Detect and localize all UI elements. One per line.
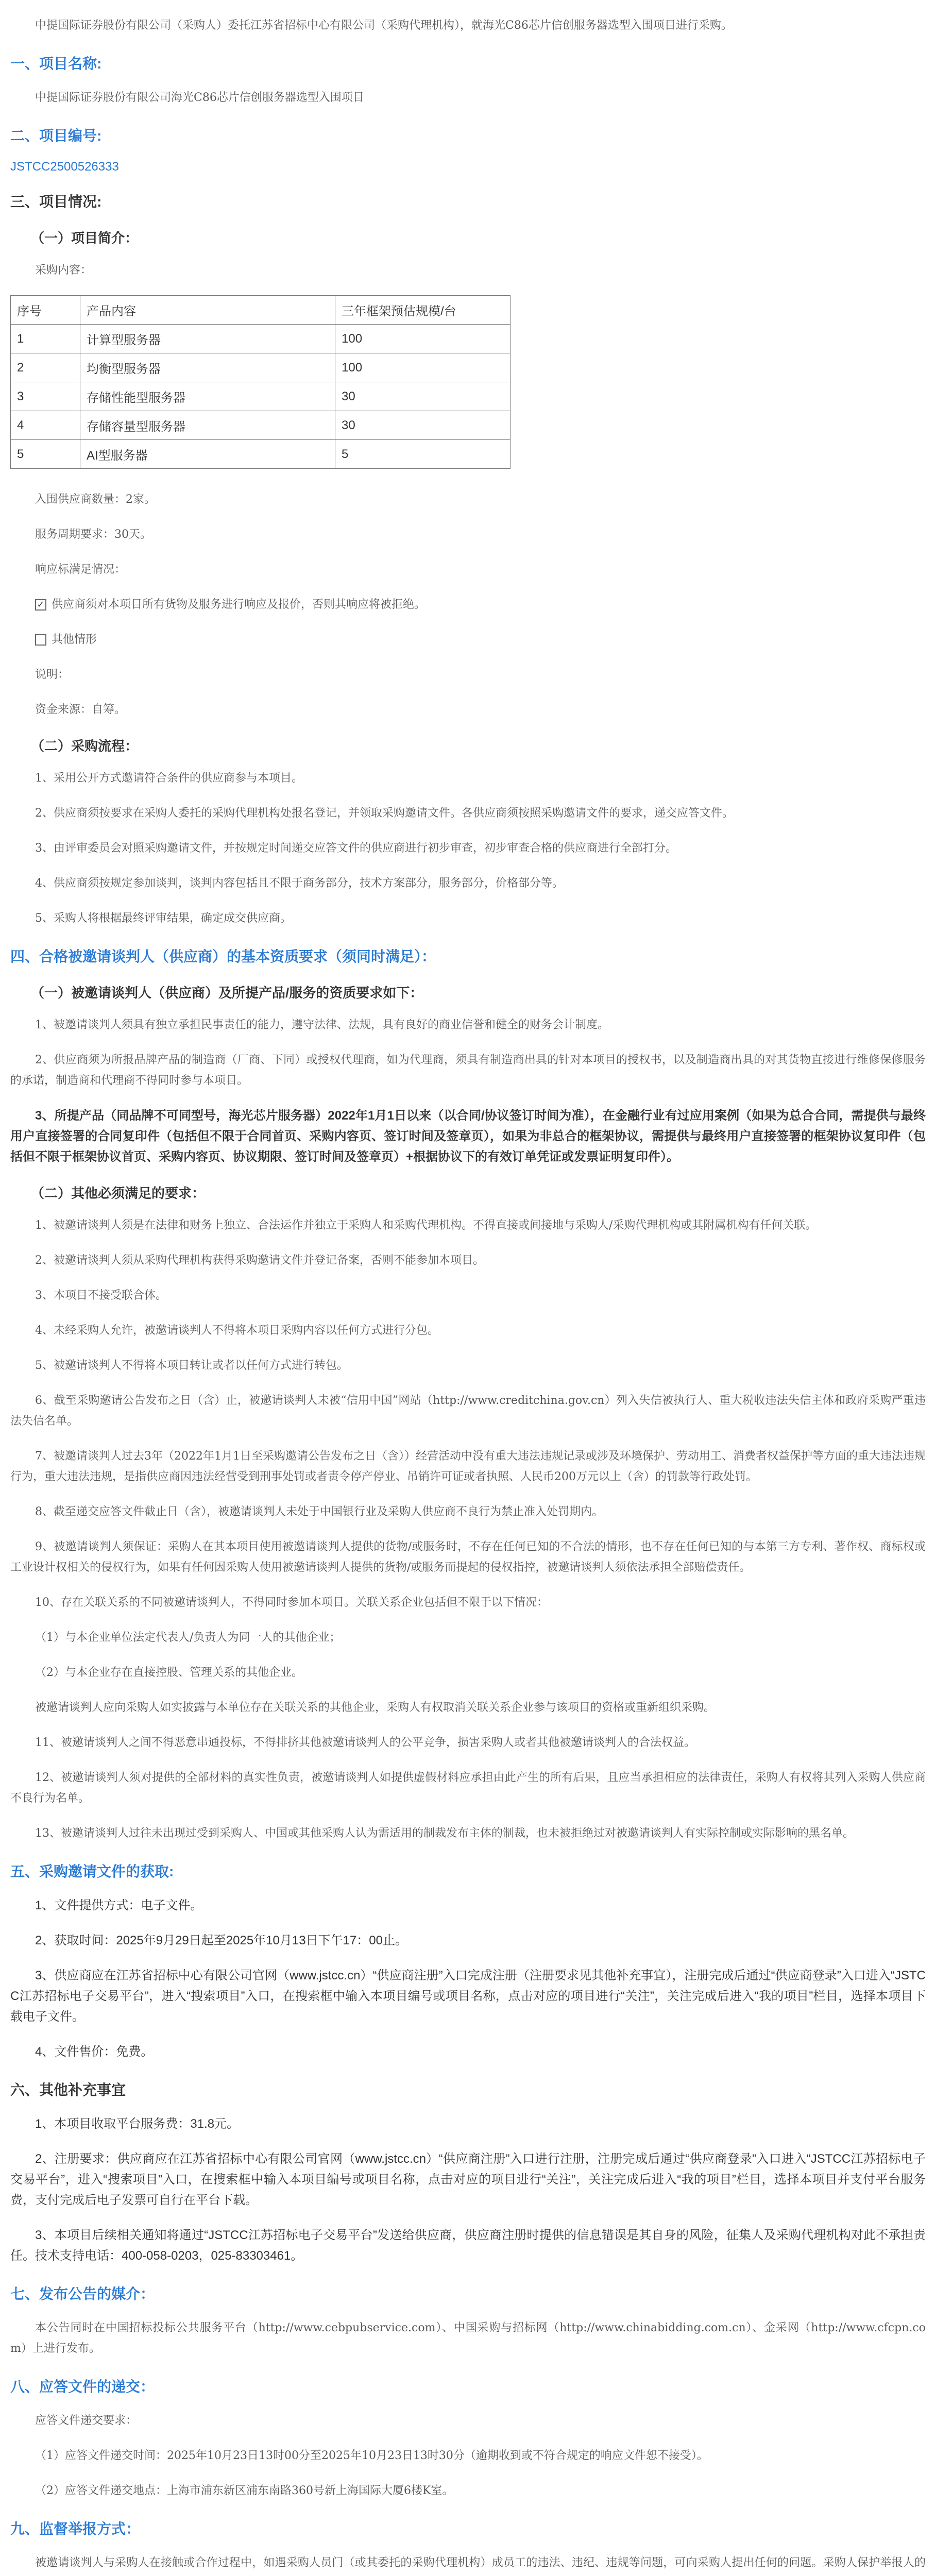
table-row [11,440,510,469]
registration-requirements: 2、注册要求：供应商应在江苏省招标中心有限公司官网（www.jstcc.cn）“供应商注册”入口进行注册，注册完成后通过“供应商登录”入口进入“JSTCC江苏招标电子交易平台”，进入“搜索项目”入口，在搜索框中输入本项目编号或项目名称，点击对应的项目进行“关注”，关注完成后进入“我的项目”栏目，选择本项目并支付平台服务费，支付完成后电子发票可自行在平台下载。 [10,2152,926,2207]
requirement-item: 11、被邀请谈判人之间不得恶意串通投标，不得排挤其他被邀请谈判人的公平竞争，损害采购人或者其他被邀请谈判人的合法权益。 [35,1736,695,1749]
qualification-subtitle: （一）被邀请谈判人（供应商）及所提产品/服务的资质要求如下： [31,985,423,1001]
intro-paragraph: 中提国际证券股份有限公司（采购人）委托江苏省招标中心有限公司（采购代理机构），就海光C86芯片信创服务器选型入围项目进行采购。 [35,19,733,32]
procurement-table [10,295,510,469]
requirement-item: 12、被邀请谈判人须对提供的全部材料的真实性负责，被邀请谈判人如提供虚假材料应承担由此产生的所有后果，且应当承担相应的法律责任，采购人有权将其列入采购人供应商不良行为名单。 [10,1771,926,1805]
flow-item: 2、供应商须按要求在采购人委托的采购代理机构处报名登记，并领取采购邀请文件。各供应商须按照采购邀请文件的要求，递交应答文件。 [35,807,734,820]
platform-fee: 1、本项目收取平台服务费：31.8元。 [35,2117,240,2131]
submission-place: （2）应答文件递交地点：上海市浦东新区浦东南路360号新上海国际大厦6楼K室。 [35,2484,454,2497]
section-3-title: 三、项目情况: [10,194,102,210]
table-cell: 5 [335,440,510,469]
requirement-item: 5、被邀请谈判人不得将本项目转让或者以任何方式进行转包。 [35,1359,348,1372]
requirement-item: 13、被邀请谈判人过往未出现过受到采购人、中国或其他采购人认为需适用的制裁发布主体的制裁，也未被拒绝过对被邀请谈判人有实际控制或实际影响的黑名单。 [35,1827,854,1840]
table-row [11,382,510,411]
requirement-item: 4、未经采购人允许，被邀请谈判人不得将本项目采购内容以任何方式进行分包。 [35,1324,439,1337]
table-row [11,353,510,382]
response-label: 响应标满足情况： [35,563,126,576]
service-period: 服务周期要求：30天。 [35,528,151,541]
table-cell: 均衡型服务器 [80,353,335,382]
requirement-item: 3、本项目不接受联合体。 [35,1289,167,1302]
project-name: 中提国际证券股份有限公司海光C86芯片信创服务器选型入围项目 [35,91,364,104]
table-cell: 5 [11,440,80,469]
table-cell: 100 [335,325,510,353]
table-cell: 计算型服务器 [80,325,335,353]
check-option-all-items[interactable] [35,595,926,615]
section-4-title: 四、合格被邀请谈判人（供应商）的基本资质要求（须同时满足）： [10,948,436,964]
project-intro-subtitle: （一）项目简介： [31,230,139,246]
requirement-item: （2）与本企业存在直接控股、管理关系的其他企业。 [35,1666,303,1679]
supervision-text: 被邀请谈判人与采购人在接触或合作过程中，如遇采购人员门（或其委托的采购代理机构）成员工的违法、违纪、违规等问题，可向采购人提出任何的问题。采购人保护举报人的 [35,2556,926,2569]
procurement-flow-subtitle: （二）采购流程： [31,738,139,754]
flow-item: 3、由评审委员会对照采购邀请文件，并按规定时间递交应答文件的供应商进行初步审查，初步审查合格的供应商进行全部打分。 [35,842,677,855]
section-6-title: 六、其他补充事宜 [10,2082,126,2098]
table-header-cell: 序号 [11,296,80,325]
document-download-steps: 3、供应商应在江苏省招标中心有限公司官网（www.jstcc.cn）“供应商注册”入口完成注册（注册要求见其他补充事宜），注册完成后通过“供应商登录”入口进入“JSTCC江苏招标电子交易平台”，进入“搜索项目”入口，在搜索框中输入本项目编号或项目名称，点击对应的项目进行“关注”，关注完成后进入“我的项目”栏目，选择本项目下载电子文件。 [10,1969,926,2024]
media-list: 本公告同时在中国招标投标公共服务平台（http://www.cebpubservice.com）、中国采购与招标网（http://www.chinabidding.com.cn）、金采网（http://www.cfcpn.com）上进行发布。 [10,2321,926,2355]
document-period: 2、获取时间：2025年9月29日起至2025年10月13日下午17：00止。 [35,1934,407,1947]
submission-time: （1）应答文件递交时间：2025年10月23日13时00分至2025年10月23日13时30分（逾期收到或不符合规定的响应文件恕不接受）。 [35,2449,708,2462]
flow-item: 4、供应商须按规定参加谈判，谈判内容包括且不限于商务部分，技术方案部分，服务部分，价格部分等。 [35,877,564,890]
table-cell: 100 [335,353,510,382]
table-row [11,411,510,440]
table-cell: 30 [335,382,510,411]
section-9-title: 九、监督举报方式： [10,2521,141,2537]
section-1-title: 一、项目名称: [10,56,102,72]
funding-source: 资金来源：自筹。 [35,703,126,716]
section-7-title: 七、发布公告的媒介： [10,2286,155,2302]
requirement-item: 10、存在关联关系的不同被邀请谈判人，不得同时参加本项目。关联关系企业包括但不限于以下情况： [35,1596,548,1609]
submission-label: 应答文件递交要求： [35,2414,138,2427]
table-row [11,325,510,353]
table-header-cell: 产品内容 [80,296,335,325]
table-cell: 30 [335,411,510,440]
content-label: 采购内容： [35,264,92,277]
project-code: JSTCC2500526333 [10,160,119,174]
table-cell: AI型服务器 [80,440,335,469]
table-cell: 1 [11,325,80,353]
check-option-label: 其他情形 [52,633,97,646]
flow-item: 1、采用公开方式邀请符合条件的供应商参与本项目。 [35,772,303,785]
section-5-title: 五、采购邀请文件的获取: [10,1863,174,1879]
explain-label: 说明： [35,668,70,681]
requirement-item: 7、被邀请谈判人过去3年（2022年1月1日至采购邀请公告发布之日（含））经营活动中没有重大违法违规记录或涉及环境保护、劳动用工、消费者权益保护等方面的重大违法违规行为，重大违法违规，是指供应商因违法经营受到刑事处罚或者责令停产停业、吊销许可证或者执照、人民币200万元以上（含）的罚款等行政处罚。 [10,1450,926,1483]
checked-checkbox-icon[interactable]: ✓ [35,599,46,611]
check-option-other[interactable] [35,630,926,650]
notification-notice: 3、本项目后续相关通知将通过“JSTCC江苏招标电子交易平台”发送给供应商，供应商注册时提供的信息错误是其自身的风险，征集人及采购代理机构对此不承担责任。技术支持电话：400-058-0203，025-83303461。 [10,2228,926,2263]
requirement-item: 6、截至采购邀请公告发布之日（含）止，被邀请谈判人未被“信用中国”网站（http://www.creditchina.gov.cn）列入失信被执行人、重大税收违法失信主体和政府采购严重违法失信名单。 [10,1394,926,1428]
unchecked-checkbox-icon[interactable] [35,634,46,646]
qualification-item-bold: 3、所提产品（同品牌不可同型号，海光芯片服务器）2022年1月1日以来（以合同/协议签订时间为准），在金融行业有过应用案例（如果为总合合同，需提供与最终用户直接签署的合同复印件（包括但不限于合同首页、采购内容页、签订时间及签章页），如果为非总合的框架协议，需提供与最终用户直接签署的框架协议复印件（包括但不限于框架协议首页、采购内容页、协议期限、签订时间及签章页）+根据协议下的有效订单凭证或发票证明复印件）。 [10,1109,926,1164]
table-cell: 存储容量型服务器 [80,411,335,440]
table-header-cell: 三年框架预估规模/台 [335,296,510,325]
table-header-row [11,296,510,325]
other-requirements-subtitle: （二）其他必须满足的要求： [31,1185,206,1201]
section-8-title: 八、应答文件的递交： [10,2379,155,2395]
supply-scope: 入围供应商数量：2家。 [35,493,156,506]
table-cell: 2 [11,353,80,382]
qualification-item: 2、供应商须为所报品牌产品的制造商（厂商、下同）或授权代理商，如为代理商，须具有制造商出具的针对本项目的授权书，以及制造商出具的对其货物直接进行维修保修服务的承诺，制造商和代理商不得同时参与本项目。 [10,1054,926,1087]
requirement-item: 9、被邀请谈判人须保证：采购人在其本项目使用被邀请谈判人提供的货物/或服务时，不存在任何已知的不合法的情形，也不存在任何已知的与本第三方专利、著作权、商标权或工业设计权相关的侵权行为，如果有任何因采购人使用被邀请谈判人提供的货物/或服务而提起的侵权指控，被邀请谈判人须依法承担全部赔偿责任。 [10,1540,926,1574]
requirement-item: 2、被邀请谈判人须从采购代理机构获得采购邀请文件并登记备案，否则不能参加本项目。 [35,1254,485,1267]
requirement-item: 1、被邀请谈判人须是在法律和财务上独立、合法运作并独立于采购人和采购代理机构。不得直接或间接地与采购人/采购代理机构或其附属机构有任何关联。 [35,1219,817,1232]
section-2-title: 二、项目编号: [10,128,102,144]
requirement-item: （1）与本企业单位法定代表人/负责人为同一人的其他企业； [35,1631,341,1644]
qualification-item: 1、被邀请谈判人须具有独立承担民事责任的能力，遵守法律、法规，具有良好的商业信誉和健全的财务会计制度。 [35,1019,609,1031]
table-cell: 4 [11,411,80,440]
flow-item: 5、采购人将根据最终评审结果，确定成交供应商。 [35,912,292,925]
requirement-item: 被邀请谈判人应向采购人如实披露与本单位存在关联关系的其他企业，采购人有权取消关联关系企业参与该项目的资格或重新组织采购。 [35,1701,716,1714]
table-cell: 存储性能型服务器 [80,382,335,411]
check-option-label: 供应商须对本项目所有货物及服务进行响应及报价，否则其响应将被拒绝。 [52,598,426,611]
requirement-item: 8、截至递交应答文件截止日（含），被邀请谈判人未处于中国银行业及采购人供应商不良行为禁止准入处罚期内。 [35,1505,604,1518]
document-price: 4、文件售价：免费。 [35,2045,154,2059]
table-cell: 3 [11,382,80,411]
document-method: 1、文件提供方式：电子文件。 [35,1899,203,1912]
